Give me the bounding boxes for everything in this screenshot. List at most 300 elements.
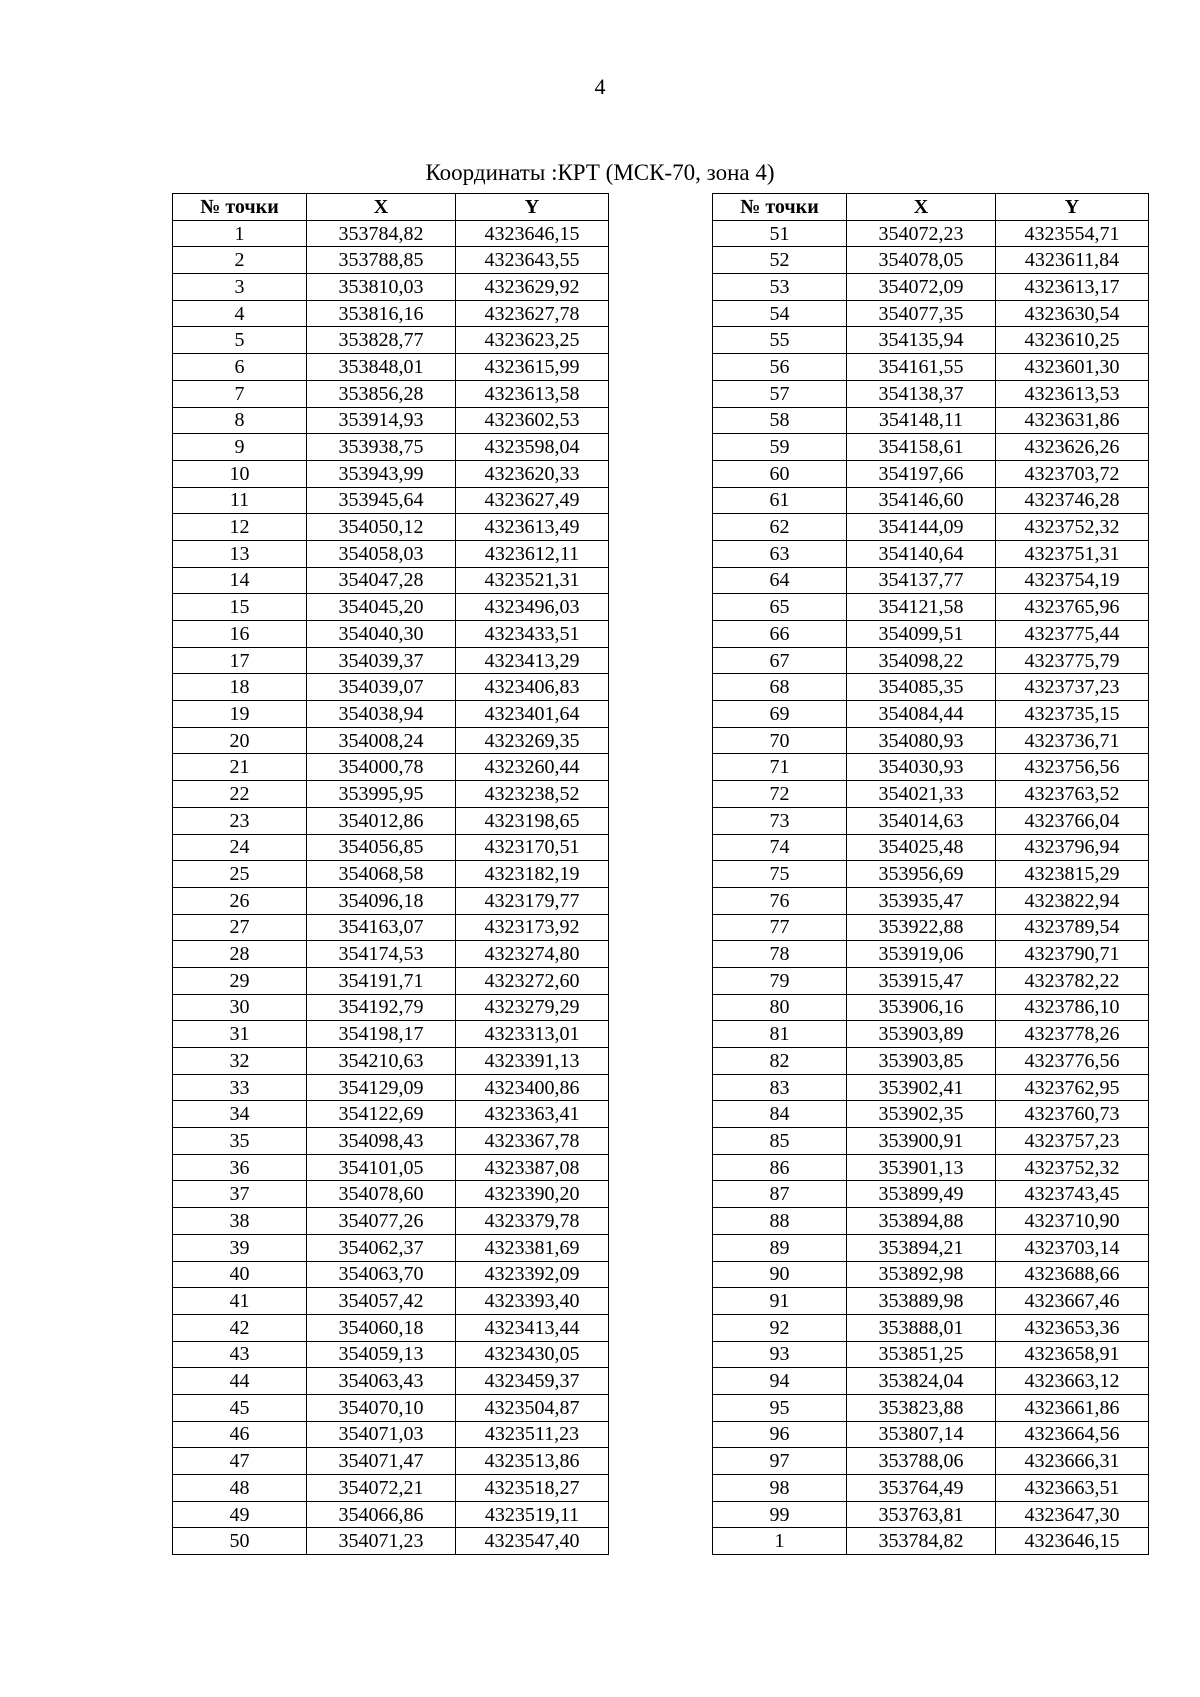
x-cell: 354084,44 xyxy=(847,701,996,728)
table-row xyxy=(713,727,1149,754)
point-number-cell: 35 xyxy=(173,1128,307,1155)
point-number-cell: 44 xyxy=(173,1368,307,1395)
x-cell: 353902,41 xyxy=(847,1074,996,1101)
table-row xyxy=(713,567,1149,594)
point-number-cell: 46 xyxy=(173,1421,307,1448)
point-number-cell: 64 xyxy=(713,567,847,594)
y-cell: 4323182,19 xyxy=(456,861,609,888)
y-cell: 4323496,03 xyxy=(456,594,609,621)
y-cell: 4323613,17 xyxy=(996,274,1149,301)
point-number-cell: 13 xyxy=(173,540,307,567)
y-cell: 4323272,60 xyxy=(456,967,609,994)
table-row xyxy=(173,674,609,701)
point-number-cell: 12 xyxy=(173,514,307,541)
y-cell: 4323260,44 xyxy=(456,754,609,781)
x-cell: 354101,05 xyxy=(307,1154,456,1181)
y-cell: 4323610,25 xyxy=(996,327,1149,354)
table-row xyxy=(173,1101,609,1128)
table-row xyxy=(173,1074,609,1101)
x-cell: 354085,35 xyxy=(847,674,996,701)
coordinates-table-right-body xyxy=(713,220,1149,1554)
y-cell: 4323752,32 xyxy=(996,514,1149,541)
y-cell: 4323400,86 xyxy=(456,1074,609,1101)
point-number-cell: 19 xyxy=(173,701,307,728)
table-row xyxy=(713,887,1149,914)
y-cell: 4323387,08 xyxy=(456,1154,609,1181)
y-cell: 4323754,19 xyxy=(996,567,1149,594)
table-row xyxy=(173,434,609,461)
table-row xyxy=(173,621,609,648)
x-cell: 353788,85 xyxy=(307,247,456,274)
y-cell: 4323752,32 xyxy=(996,1154,1149,1181)
point-number-cell: 53 xyxy=(713,274,847,301)
table-row xyxy=(173,514,609,541)
y-cell: 4323658,91 xyxy=(996,1341,1149,1368)
point-number-cell: 37 xyxy=(173,1181,307,1208)
coordinates-table-right xyxy=(712,193,1149,1555)
x-cell: 354063,43 xyxy=(307,1368,456,1395)
y-cell: 4323627,78 xyxy=(456,300,609,327)
y-cell: 4323381,69 xyxy=(456,1234,609,1261)
x-cell: 353788,06 xyxy=(847,1448,996,1475)
table-row xyxy=(713,354,1149,381)
x-cell: 354077,26 xyxy=(307,1208,456,1235)
y-cell: 4323504,87 xyxy=(456,1394,609,1421)
table-row xyxy=(173,781,609,808)
point-number-cell: 77 xyxy=(713,914,847,941)
y-cell: 4323778,26 xyxy=(996,1021,1149,1048)
table-row xyxy=(713,514,1149,541)
table-row xyxy=(713,1101,1149,1128)
x-cell: 353828,77 xyxy=(307,327,456,354)
point-number-cell: 90 xyxy=(713,1261,847,1288)
point-number-cell: 91 xyxy=(713,1288,847,1315)
y-cell: 4323620,33 xyxy=(456,460,609,487)
point-number-cell: 72 xyxy=(713,781,847,808)
point-number-cell: 93 xyxy=(713,1341,847,1368)
table-row xyxy=(173,1475,609,1502)
x-cell: 353919,06 xyxy=(847,941,996,968)
y-cell: 4323815,29 xyxy=(996,861,1149,888)
y-cell: 4323430,05 xyxy=(456,1341,609,1368)
point-number-cell: 94 xyxy=(713,1368,847,1395)
y-cell: 4323757,23 xyxy=(996,1128,1149,1155)
y-cell: 4323313,01 xyxy=(456,1021,609,1048)
x-cell: 354197,66 xyxy=(847,460,996,487)
table-row xyxy=(713,1501,1149,1528)
table-row xyxy=(713,1394,1149,1421)
table-row xyxy=(713,754,1149,781)
y-cell: 4323703,72 xyxy=(996,460,1149,487)
table-row xyxy=(713,380,1149,407)
point-number-cell: 47 xyxy=(173,1448,307,1475)
y-cell: 4323392,09 xyxy=(456,1261,609,1288)
table-row xyxy=(173,1128,609,1155)
point-number-cell: 33 xyxy=(173,1074,307,1101)
y-cell: 4323363,41 xyxy=(456,1101,609,1128)
y-cell: 4323664,56 xyxy=(996,1421,1149,1448)
x-cell: 354158,61 xyxy=(847,434,996,461)
point-number-cell: 67 xyxy=(713,647,847,674)
y-cell: 4323518,27 xyxy=(456,1475,609,1502)
table-row xyxy=(173,887,609,914)
x-cell: 354000,78 xyxy=(307,754,456,781)
point-number-cell: 81 xyxy=(713,1021,847,1048)
y-cell: 4323433,51 xyxy=(456,621,609,648)
x-cell: 354008,24 xyxy=(307,727,456,754)
table-row xyxy=(713,540,1149,567)
point-number-cell: 57 xyxy=(713,380,847,407)
x-cell: 354140,64 xyxy=(847,540,996,567)
point-number-cell: 45 xyxy=(173,1394,307,1421)
coordinates-table-left-body xyxy=(173,220,609,1554)
x-cell: 354056,85 xyxy=(307,834,456,861)
x-cell: 354099,51 xyxy=(847,621,996,648)
table-row xyxy=(173,994,609,1021)
header-x: X xyxy=(307,194,456,221)
point-number-cell: 76 xyxy=(713,887,847,914)
x-cell: 353764,49 xyxy=(847,1475,996,1502)
table-row xyxy=(713,674,1149,701)
table-row xyxy=(713,407,1149,434)
x-cell: 354040,30 xyxy=(307,621,456,648)
x-cell: 354198,17 xyxy=(307,1021,456,1048)
point-number-cell: 20 xyxy=(173,727,307,754)
point-number-cell: 62 xyxy=(713,514,847,541)
table-row xyxy=(713,300,1149,327)
x-cell: 354163,07 xyxy=(307,914,456,941)
x-cell: 354060,18 xyxy=(307,1314,456,1341)
point-number-cell: 82 xyxy=(713,1048,847,1075)
table-row xyxy=(173,1528,609,1555)
y-cell: 4323611,84 xyxy=(996,247,1149,274)
table-row xyxy=(713,1208,1149,1235)
x-cell: 354148,11 xyxy=(847,407,996,434)
x-cell: 353763,81 xyxy=(847,1501,996,1528)
point-number-cell: 24 xyxy=(173,834,307,861)
point-number-cell: 59 xyxy=(713,434,847,461)
point-number-cell: 34 xyxy=(173,1101,307,1128)
point-number-cell: 69 xyxy=(713,701,847,728)
y-cell: 4323663,12 xyxy=(996,1368,1149,1395)
x-cell: 353889,98 xyxy=(847,1288,996,1315)
y-cell: 4323776,56 xyxy=(996,1048,1149,1075)
table-row xyxy=(173,1394,609,1421)
y-cell: 4323790,71 xyxy=(996,941,1149,968)
y-cell: 4323547,40 xyxy=(456,1528,609,1555)
header-point-number: № точки xyxy=(173,194,307,221)
table-row xyxy=(173,701,609,728)
x-cell: 353915,47 xyxy=(847,967,996,994)
x-cell: 353935,47 xyxy=(847,887,996,914)
x-cell: 354058,03 xyxy=(307,540,456,567)
x-cell: 354025,48 xyxy=(847,834,996,861)
point-number-cell: 75 xyxy=(713,861,847,888)
table-row xyxy=(713,647,1149,674)
y-cell: 4323765,96 xyxy=(996,594,1149,621)
y-cell: 4323198,65 xyxy=(456,807,609,834)
x-cell: 353894,88 xyxy=(847,1208,996,1235)
y-cell: 4323762,95 xyxy=(996,1074,1149,1101)
point-number-cell: 68 xyxy=(713,674,847,701)
table-row xyxy=(173,941,609,968)
table-row xyxy=(173,300,609,327)
x-cell: 353856,28 xyxy=(307,380,456,407)
table-header-row xyxy=(713,194,1149,221)
point-number-cell: 43 xyxy=(173,1341,307,1368)
table-row xyxy=(173,1181,609,1208)
table-caption: Координаты :КРТ (МСК-70, зона 4) xyxy=(425,160,775,185)
x-cell: 354096,18 xyxy=(307,887,456,914)
point-number-cell: 96 xyxy=(713,1421,847,1448)
table-row xyxy=(713,834,1149,861)
table-row xyxy=(713,781,1149,808)
table-row xyxy=(713,807,1149,834)
table-row xyxy=(173,914,609,941)
table-row xyxy=(173,220,609,247)
y-cell: 4323367,78 xyxy=(456,1128,609,1155)
table-row xyxy=(713,701,1149,728)
point-number-cell: 71 xyxy=(713,754,847,781)
point-number-cell: 86 xyxy=(713,1154,847,1181)
table-row xyxy=(713,434,1149,461)
table-row xyxy=(713,1341,1149,1368)
x-cell: 354077,35 xyxy=(847,300,996,327)
x-cell: 353784,82 xyxy=(307,220,456,247)
point-number-cell: 51 xyxy=(713,220,847,247)
table-row xyxy=(173,274,609,301)
table-row xyxy=(173,1021,609,1048)
table-row xyxy=(173,354,609,381)
y-cell: 4323763,52 xyxy=(996,781,1149,808)
x-cell: 354122,69 xyxy=(307,1101,456,1128)
y-cell: 4323623,25 xyxy=(456,327,609,354)
x-cell: 354066,86 xyxy=(307,1501,456,1528)
table-row xyxy=(173,727,609,754)
y-cell: 4323615,99 xyxy=(456,354,609,381)
point-number-cell: 84 xyxy=(713,1101,847,1128)
table-row xyxy=(713,1048,1149,1075)
x-cell: 354078,05 xyxy=(847,247,996,274)
point-number-cell: 40 xyxy=(173,1261,307,1288)
y-cell: 4323796,94 xyxy=(996,834,1149,861)
x-cell: 353914,93 xyxy=(307,407,456,434)
point-number-cell: 22 xyxy=(173,781,307,808)
point-number-cell: 97 xyxy=(713,1448,847,1475)
point-number-cell: 99 xyxy=(713,1501,847,1528)
table-row xyxy=(713,1074,1149,1101)
y-cell: 4323646,15 xyxy=(456,220,609,247)
point-number-cell: 58 xyxy=(713,407,847,434)
x-cell: 354098,22 xyxy=(847,647,996,674)
table-row xyxy=(173,407,609,434)
y-cell: 4323519,11 xyxy=(456,1501,609,1528)
point-number-cell: 26 xyxy=(173,887,307,914)
point-number-cell: 3 xyxy=(173,274,307,301)
y-cell: 4323459,37 xyxy=(456,1368,609,1395)
x-cell: 353899,49 xyxy=(847,1181,996,1208)
table-row xyxy=(713,274,1149,301)
table-row xyxy=(173,1448,609,1475)
table-row xyxy=(713,1421,1149,1448)
table-row xyxy=(173,834,609,861)
table-row xyxy=(713,1128,1149,1155)
y-cell: 4323661,86 xyxy=(996,1394,1149,1421)
x-cell: 353784,82 xyxy=(847,1528,996,1555)
x-cell: 354063,70 xyxy=(307,1261,456,1288)
x-cell: 354135,94 xyxy=(847,327,996,354)
x-cell: 354210,63 xyxy=(307,1048,456,1075)
table-row xyxy=(173,807,609,834)
table-row xyxy=(173,1368,609,1395)
table-row xyxy=(713,941,1149,968)
point-number-cell: 8 xyxy=(173,407,307,434)
point-number-cell: 6 xyxy=(173,354,307,381)
x-cell: 353848,01 xyxy=(307,354,456,381)
x-cell: 353995,95 xyxy=(307,781,456,808)
y-cell: 4323626,26 xyxy=(996,434,1149,461)
point-number-cell: 5 xyxy=(173,327,307,354)
point-number-cell: 18 xyxy=(173,674,307,701)
point-number-cell: 23 xyxy=(173,807,307,834)
y-cell: 4323379,78 xyxy=(456,1208,609,1235)
table-row xyxy=(173,754,609,781)
y-cell: 4323766,04 xyxy=(996,807,1149,834)
table-row xyxy=(713,1154,1149,1181)
y-cell: 4323667,46 xyxy=(996,1288,1149,1315)
table-row xyxy=(173,594,609,621)
point-number-cell: 29 xyxy=(173,967,307,994)
y-cell: 4323513,86 xyxy=(456,1448,609,1475)
y-cell: 4323663,51 xyxy=(996,1475,1149,1502)
point-number-cell: 16 xyxy=(173,621,307,648)
table-row xyxy=(173,647,609,674)
point-number-cell: 70 xyxy=(713,727,847,754)
point-number-cell: 56 xyxy=(713,354,847,381)
x-cell: 354071,23 xyxy=(307,1528,456,1555)
point-number-cell: 88 xyxy=(713,1208,847,1235)
table-row xyxy=(173,487,609,514)
point-number-cell: 28 xyxy=(173,941,307,968)
table-row xyxy=(173,460,609,487)
point-number-cell: 79 xyxy=(713,967,847,994)
x-cell: 354078,60 xyxy=(307,1181,456,1208)
table-row xyxy=(713,247,1149,274)
y-cell: 4323613,53 xyxy=(996,380,1149,407)
y-cell: 4323631,86 xyxy=(996,407,1149,434)
point-number-cell: 32 xyxy=(173,1048,307,1075)
table-row xyxy=(173,1048,609,1075)
point-number-cell: 78 xyxy=(713,941,847,968)
y-cell: 4323413,29 xyxy=(456,647,609,674)
x-cell: 354039,37 xyxy=(307,647,456,674)
y-cell: 4323554,71 xyxy=(996,220,1149,247)
y-cell: 4323789,54 xyxy=(996,914,1149,941)
table-row xyxy=(713,327,1149,354)
point-number-cell: 7 xyxy=(173,380,307,407)
y-cell: 4323756,56 xyxy=(996,754,1149,781)
x-cell: 353945,64 xyxy=(307,487,456,514)
point-number-cell: 41 xyxy=(173,1288,307,1315)
y-cell: 4323613,58 xyxy=(456,380,609,407)
x-cell: 353903,85 xyxy=(847,1048,996,1075)
y-cell: 4323406,83 xyxy=(456,674,609,701)
x-cell: 353956,69 xyxy=(847,861,996,888)
y-cell: 4323390,20 xyxy=(456,1181,609,1208)
table-row xyxy=(713,1288,1149,1315)
table-row xyxy=(713,621,1149,648)
y-cell: 4323601,30 xyxy=(996,354,1149,381)
y-cell: 4323612,11 xyxy=(456,540,609,567)
point-number-cell: 31 xyxy=(173,1021,307,1048)
point-number-cell: 38 xyxy=(173,1208,307,1235)
table-row xyxy=(713,1368,1149,1395)
y-cell: 4323630,54 xyxy=(996,300,1149,327)
x-cell: 354174,53 xyxy=(307,941,456,968)
x-cell: 354137,77 xyxy=(847,567,996,594)
table-row xyxy=(173,1288,609,1315)
x-cell: 353823,88 xyxy=(847,1394,996,1421)
x-cell: 353938,75 xyxy=(307,434,456,461)
x-cell: 354012,86 xyxy=(307,807,456,834)
x-cell: 353816,16 xyxy=(307,300,456,327)
point-number-cell: 1 xyxy=(713,1528,847,1555)
point-number-cell: 80 xyxy=(713,994,847,1021)
point-number-cell: 65 xyxy=(713,594,847,621)
y-cell: 4323751,31 xyxy=(996,540,1149,567)
x-cell: 354161,55 xyxy=(847,354,996,381)
point-number-cell: 87 xyxy=(713,1181,847,1208)
x-cell: 354014,63 xyxy=(847,807,996,834)
table-row xyxy=(713,487,1149,514)
x-cell: 353810,03 xyxy=(307,274,456,301)
point-number-cell: 89 xyxy=(713,1234,847,1261)
x-cell: 354129,09 xyxy=(307,1074,456,1101)
x-cell: 353888,01 xyxy=(847,1314,996,1341)
y-cell: 4323170,51 xyxy=(456,834,609,861)
table-row xyxy=(173,1341,609,1368)
x-cell: 354021,33 xyxy=(847,781,996,808)
table-row xyxy=(713,460,1149,487)
x-cell: 354144,09 xyxy=(847,514,996,541)
y-cell: 4323775,44 xyxy=(996,621,1149,648)
table-row xyxy=(713,1448,1149,1475)
y-cell: 4323179,77 xyxy=(456,887,609,914)
point-number-cell: 73 xyxy=(713,807,847,834)
x-cell: 354080,93 xyxy=(847,727,996,754)
x-cell: 353824,04 xyxy=(847,1368,996,1395)
point-number-cell: 50 xyxy=(173,1528,307,1555)
table-row xyxy=(173,967,609,994)
table-row xyxy=(713,220,1149,247)
y-cell: 4323822,94 xyxy=(996,887,1149,914)
point-number-cell: 63 xyxy=(713,540,847,567)
page-number: 4 xyxy=(594,74,606,99)
table-row xyxy=(173,327,609,354)
table-row xyxy=(173,567,609,594)
point-number-cell: 48 xyxy=(173,1475,307,1502)
point-number-cell: 55 xyxy=(713,327,847,354)
x-cell: 354072,21 xyxy=(307,1475,456,1502)
table-row xyxy=(713,594,1149,621)
table-row xyxy=(713,1234,1149,1261)
x-cell: 353900,91 xyxy=(847,1128,996,1155)
x-cell: 354071,03 xyxy=(307,1421,456,1448)
y-cell: 4323746,28 xyxy=(996,487,1149,514)
x-cell: 354070,10 xyxy=(307,1394,456,1421)
y-cell: 4323782,22 xyxy=(996,967,1149,994)
table-row xyxy=(713,1475,1149,1502)
